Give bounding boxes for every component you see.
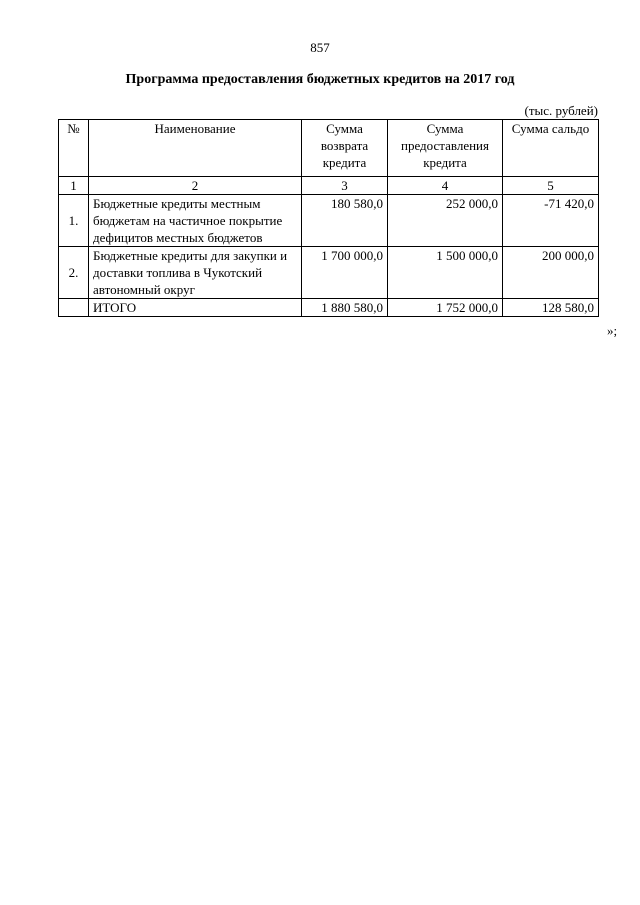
table-header-row	[59, 120, 599, 177]
column-index: 5	[503, 177, 599, 195]
budget-credits-table	[58, 119, 599, 317]
column-index: 4	[388, 177, 503, 195]
total-return-amount: 1 880 580,0	[302, 299, 388, 317]
total-provision-amount: 1 752 000,0	[388, 299, 503, 317]
row-balance-amount: -71 420,0	[503, 195, 599, 247]
header-name: Наименование	[89, 120, 302, 177]
row-number: 2.	[59, 247, 89, 299]
column-index: 2	[89, 177, 302, 195]
row-name: Бюджетные кредиты для закупки и доставки топлива в Чукотский автономный округ	[89, 247, 302, 299]
column-index: 3	[302, 177, 388, 195]
column-index-row	[59, 177, 599, 195]
row-balance-amount: 200 000,0	[503, 247, 599, 299]
header-provision-amount: Сумма предоставления кредита	[388, 120, 503, 177]
header-number: №	[59, 120, 89, 177]
table-row	[59, 247, 599, 299]
row-provision-amount: 1 500 000,0	[388, 247, 503, 299]
row-number: 1.	[59, 195, 89, 247]
units-label: (тыс. рублей)	[524, 103, 598, 118]
closing-quote-mark: »;	[607, 323, 618, 338]
header-balance-amount: Сумма сальдо	[503, 120, 599, 177]
row-return-amount: 1 700 000,0	[302, 247, 388, 299]
page-number: 857	[310, 40, 330, 55]
row-return-amount: 180 580,0	[302, 195, 388, 247]
total-number-empty	[59, 299, 89, 317]
total-label: ИТОГО	[89, 299, 302, 317]
row-provision-amount: 252 000,0	[388, 195, 503, 247]
row-name: Бюджетные кредиты местным бюджетам на частичное покрытие дефицитов местных бюджетов	[89, 195, 302, 247]
total-row	[59, 299, 599, 317]
document-title: Программа предоставления бюджетных кредитов на 2017 год	[125, 72, 515, 87]
header-return-amount: Сумма возврата кредита	[302, 120, 388, 177]
total-balance-amount: 128 580,0	[503, 299, 599, 317]
table-row	[59, 195, 599, 247]
column-index: 1	[59, 177, 89, 195]
